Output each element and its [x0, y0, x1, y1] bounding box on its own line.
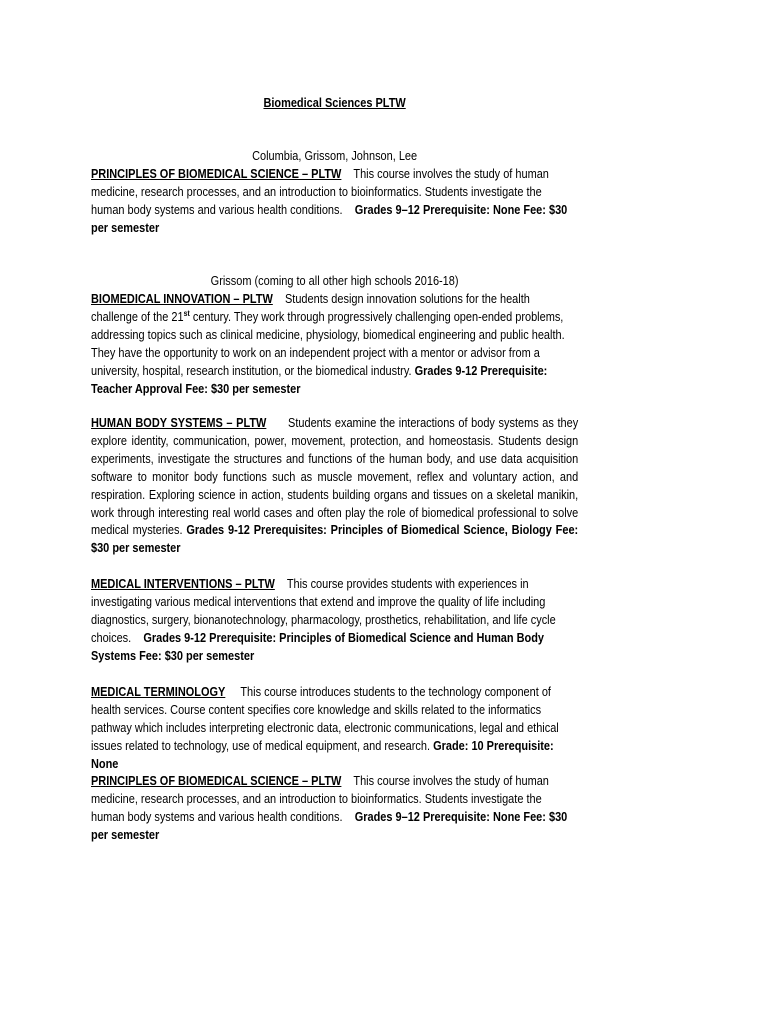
course-description-start: Students design innovation solutions for the health challenge of the 21	[91, 292, 530, 324]
course-description: This course provides students with experiences in investigating various medical interventions that extend and improve the quality of life including diagnostics, surgery, bionanotechnology, pharmacology, prosthetics, rehabilitation, and life cycle choices.	[91, 577, 556, 645]
course-details: Grades 9–12 Prerequisite: None Fee: $30 per semester	[91, 809, 568, 842]
course-description: Students examine the interactions of body systems as they explore identity, communication, power, movement, protection, and homeostasis. Students design experiments, investigate the structures and functions of the human body, and use data acquisition software to monitor body functions such as muscle movement, reflex and voluntary action, and respiration. Exploring science in action, students building organs and tissues on a skeletal manikin, work through interesting real world cases and often play the role of biomedical professional to solve medical mysteries.	[91, 416, 579, 538]
course-details: Grades 9-12 Prerequisite: Principles of Biomedical Science and Human Body Systems Fee: $30 per semester	[91, 630, 545, 663]
ordinal-suffix: st	[183, 308, 190, 318]
course-heading: MEDICAL TERMINOLOGY	[91, 685, 226, 699]
schools-text: Columbia, Grissom, Johnson, Lee	[252, 149, 418, 163]
course-details: Grades 9-12 Prerequisites: Principles of Biomedical Science, Biology Fee: $30 per semester	[91, 523, 579, 556]
course-details: Grades 9-12 Prerequisite: Teacher Approval Fee: $30 per semester	[91, 363, 548, 396]
schools-line-1	[91, 148, 578, 166]
course-details: Grades 9–12 Prerequisite: None Fee: $30 per semester	[91, 202, 568, 235]
course-medical-terminology	[91, 684, 578, 774]
course-details: Grade: 10 Prerequisite: None	[91, 738, 554, 771]
schools-text: Grissom (coming to all other high schools 2016-18)	[210, 274, 459, 288]
course-principles-1	[91, 166, 578, 238]
course-description: This course involves the study of human medicine, research processes, and an introduction to bioinformatics. Students investigate the human body systems and various health conditions.	[91, 167, 549, 217]
schools-line-2	[91, 273, 578, 291]
course-human-body-systems	[91, 415, 578, 558]
course-heading: BIOMEDICAL INNOVATION – PLTW	[91, 292, 273, 306]
course-principles-2	[91, 773, 578, 845]
course-heading: MEDICAL INTERVENTIONS – PLTW	[91, 577, 275, 591]
course-description: This course involves the study of human medicine, research processes, and an introduction to bioinformatics. Students investigate the human body systems and various health conditions.	[91, 774, 549, 824]
course-heading: PRINCIPLES OF BIOMEDICAL SCIENCE – PLTW	[91, 774, 342, 788]
course-description-rest: century. They work through progressively challenging open-ended problems, addressing topics such as clinical medicine, physiology, biomedical engineering and public health. They have the opportunity to work on an independent project with a mentor or advisor from a university, hospital, research institution, or the biomedical industry.	[91, 309, 565, 378]
document-title: Biomedical Sciences PLTW	[263, 96, 406, 110]
course-heading: HUMAN BODY SYSTEMS – PLTW	[91, 416, 267, 430]
document-title-block	[91, 95, 578, 113]
course-description: This course introduces students to the technology component of health services. Course content specifies core knowledge and skills related to the informatics pathway which includes interpreting electronic data, electronic communications, legal and ethical issues related to technology, use of medical equipment, and research.	[91, 685, 559, 753]
course-biomedical-innovation	[91, 291, 578, 398]
course-heading: PRINCIPLES OF BIOMEDICAL SCIENCE – PLTW	[91, 167, 342, 181]
course-medical-interventions	[91, 576, 578, 666]
